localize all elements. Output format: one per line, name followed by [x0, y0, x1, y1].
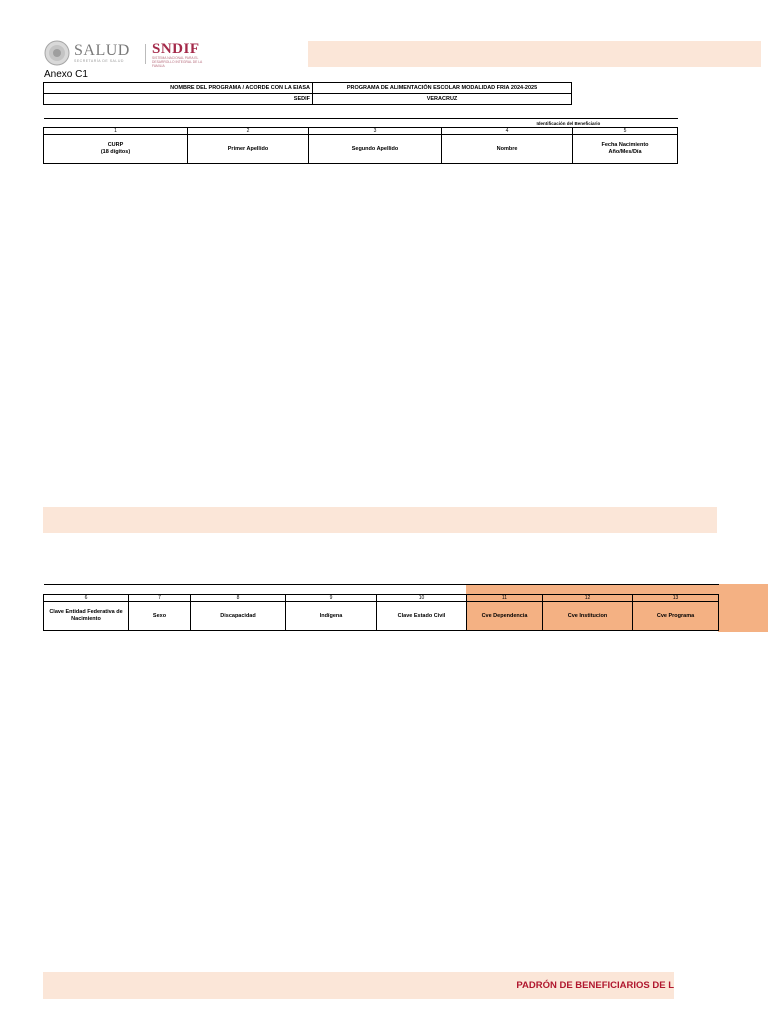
column-header-first-surname: Primer Apellido [188, 135, 309, 164]
column-header-birth-date: Fecha Nacimiento Año/Mes/Día [573, 135, 678, 164]
column-number: 5 [573, 128, 678, 135]
program-info-row [44, 83, 572, 94]
beneficiary-id-group-title: Identificación del Beneficiario [44, 119, 678, 128]
column-header-civil-status: Clave Estado Civil [377, 602, 467, 631]
beneficiary-id-table [43, 118, 678, 164]
column-header-sex: Sexo [129, 602, 191, 631]
column-header-curp: CURP (18 dígitos) [44, 135, 188, 164]
annex-label: Anexo C1 [44, 69, 88, 80]
program-name-label: NOMBRE DEL PROGRAMA / ACORDE CON LA EIASA [44, 83, 313, 94]
header-band [308, 41, 761, 67]
column-number: 8 [191, 595, 286, 602]
sndif-logo-subtitle: SISTEMA NACIONAL PARA EL DESARROLLO INTEGRAL DE LA FAMILIA [152, 56, 203, 68]
beneficiary-details-table [43, 584, 719, 631]
program-info-row [44, 94, 572, 105]
section-band [43, 507, 717, 533]
column-number: 9 [286, 595, 377, 602]
column-header-birth-state: Clave Entidad Federativa de Nacimiento [44, 602, 129, 631]
column-header-disability: Discapacidad [191, 602, 286, 631]
column-number: 13 [633, 595, 719, 602]
salud-logo [44, 40, 140, 66]
highlight-side-block [718, 584, 768, 632]
eagle-seal-icon [44, 40, 70, 66]
column-number: 3 [309, 128, 442, 135]
column-number: 6 [44, 595, 129, 602]
salud-logo-subtitle: SECRETARÍA DE SALUD [74, 59, 124, 63]
program-name-value: PROGRAMA DE ALIMENTACIÓN ESCOLAR MODALIDAD FRIA 2024-2025 [313, 83, 572, 94]
column-number: 2 [188, 128, 309, 135]
column-number: 11 [467, 595, 543, 602]
column-header-dependency: Cve Dependencia [467, 602, 543, 631]
column-header-program: Cve Programa [633, 602, 719, 631]
sedif-label: SEDIF [44, 94, 313, 105]
column-header-institution: Cve Institucion [543, 602, 633, 631]
salud-logo-text: SALUD [74, 42, 130, 59]
column-header-indigenous: Indígena [286, 602, 377, 631]
sndif-logo-text: SNDIF [152, 41, 200, 57]
column-number: 1 [44, 128, 188, 135]
column-header-second-surname: Segundo Apellido [309, 135, 442, 164]
column-number: 4 [442, 128, 573, 135]
program-info-table [43, 82, 572, 105]
column-number: 7 [129, 595, 191, 602]
column-header-name: Nombre [442, 135, 573, 164]
column-number: 10 [377, 595, 467, 602]
column-number: 12 [543, 595, 633, 602]
sedif-value: VERACRUZ [313, 94, 572, 105]
logo-divider [145, 44, 146, 64]
footer-title: PADRÓN DE BENEFICIARIOS DE L [516, 980, 674, 991]
